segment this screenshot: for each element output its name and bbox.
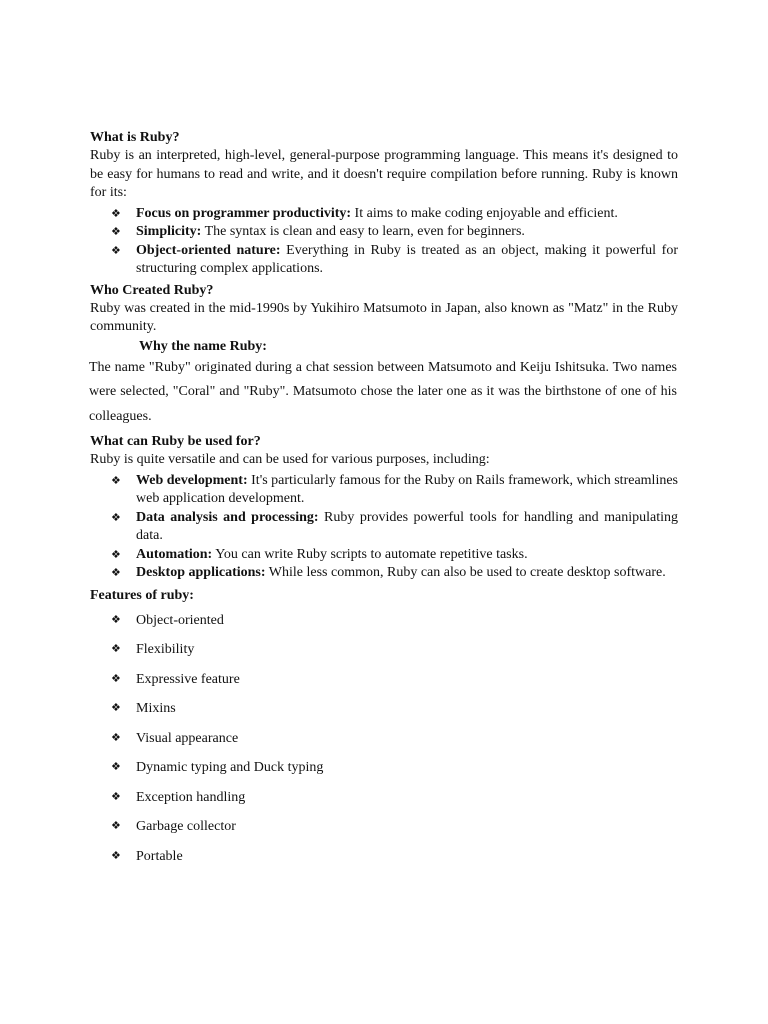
item-label: Automation: — [136, 546, 213, 562]
list-item — [90, 758, 678, 777]
ruby-features-list — [90, 611, 678, 866]
heading-what-is-ruby: What is Ruby? — [90, 130, 180, 145]
feature-text: Dynamic typing and Duck typing — [136, 760, 324, 775]
heading-who-created: Who Created Ruby? — [90, 282, 214, 298]
diamond-bullet-icon: ❖ — [111, 226, 121, 238]
diamond-bullet-icon: ❖ — [111, 244, 121, 257]
list-item — [90, 546, 678, 565]
list-item — [90, 640, 678, 659]
feature-text: Portable — [136, 848, 183, 864]
diamond-bullet-icon: ❖ — [111, 567, 121, 579]
item-label: Object-oriented nature: — [136, 242, 281, 258]
diamond-bullet-icon: ❖ — [111, 207, 121, 220]
list-item — [90, 472, 678, 509]
feature-text: Mixins — [136, 701, 176, 716]
list-item — [90, 611, 678, 630]
uses-intro: Ruby is quite versatile and can be used for various purposes, including: — [90, 452, 490, 467]
list-item — [90, 670, 678, 689]
list-item — [90, 205, 678, 224]
diamond-bullet-icon: ❖ — [111, 761, 121, 773]
document-page — [90, 128, 678, 876]
feature-text: Visual appearance — [136, 730, 239, 746]
feature-text: Object-oriented — [136, 612, 224, 628]
item-text: It's particularly famous for the Ruby on Rails framework, which streamlines web application development. — [136, 472, 678, 506]
item-label: Focus on programmer productivity: — [136, 205, 352, 221]
list-item — [90, 788, 678, 807]
item-text: It aims to make coding enjoyable and efficient. — [351, 205, 618, 221]
ruby-traits-list — [90, 205, 678, 279]
feature-text: Garbage collector — [136, 819, 236, 834]
item-text: Everything in Ruby is treated as an object, making it powerful for structuring complex applications. — [136, 242, 678, 276]
list-item — [90, 699, 678, 718]
item-text: Ruby provides powerful tools for handling and manipulating data. — [136, 509, 678, 543]
item-label: Web development: — [136, 472, 248, 488]
list-item — [90, 729, 678, 748]
diamond-bullet-icon: ❖ — [111, 548, 121, 561]
list-item — [90, 817, 678, 836]
diamond-bullet-icon: ❖ — [111, 613, 121, 626]
diamond-bullet-icon: ❖ — [111, 474, 121, 487]
item-label: Simplicity: — [136, 224, 202, 239]
diamond-bullet-icon: ❖ — [111, 849, 121, 862]
list-item — [90, 847, 678, 866]
diamond-bullet-icon: ❖ — [111, 731, 121, 744]
item-text: The syntax is clean and easy to learn, even for beginners. — [201, 224, 525, 239]
list-item — [90, 242, 678, 279]
why-name-text: The name "Ruby" originated during a chat session between Matsumoto and Keiju Ishitsuka. Two names were selected, "Coral" and "Ruby". Matsumoto chose the later one as it was the birthstone of one of his colleagues. — [89, 359, 677, 424]
ruby-uses-list — [90, 472, 678, 583]
diamond-bullet-icon: ❖ — [111, 702, 121, 714]
heading-why-name: Why the name Ruby: — [139, 338, 267, 354]
item-label: Desktop applications: — [136, 565, 266, 580]
item-text: While less common, Ruby can also be used to create desktop software. — [265, 565, 666, 580]
diamond-bullet-icon: ❖ — [111, 672, 121, 685]
diamond-bullet-icon: ❖ — [111, 511, 121, 524]
list-item — [90, 509, 678, 546]
list-item — [90, 223, 678, 242]
feature-text: Flexibility — [136, 642, 195, 657]
heading-features: Features of ruby: — [90, 587, 194, 603]
item-label: Data analysis and processing: — [136, 509, 319, 525]
diamond-bullet-icon: ❖ — [111, 643, 121, 655]
item-text: You can write Ruby scripts to automate repetitive tasks. — [212, 546, 528, 562]
feature-text: Exception handling — [136, 789, 246, 805]
who-created-text: Ruby was created in the mid-1990s by Yukihiro Matsumoto in Japan, also known as "Matz" in the Ruby community. — [90, 300, 678, 334]
diamond-bullet-icon: ❖ — [111, 790, 121, 803]
heading-uses: What can Ruby be used for? — [90, 434, 261, 449]
list-item — [90, 564, 678, 583]
diamond-bullet-icon: ❖ — [111, 820, 121, 832]
what-is-ruby-intro: Ruby is an interpreted, high-level, general-purpose programming language. This means it's designed to be easy for humans to read and write, and it doesn't require compilation before running. Ruby is known for its: — [90, 148, 678, 200]
feature-text: Expressive feature — [136, 671, 240, 687]
